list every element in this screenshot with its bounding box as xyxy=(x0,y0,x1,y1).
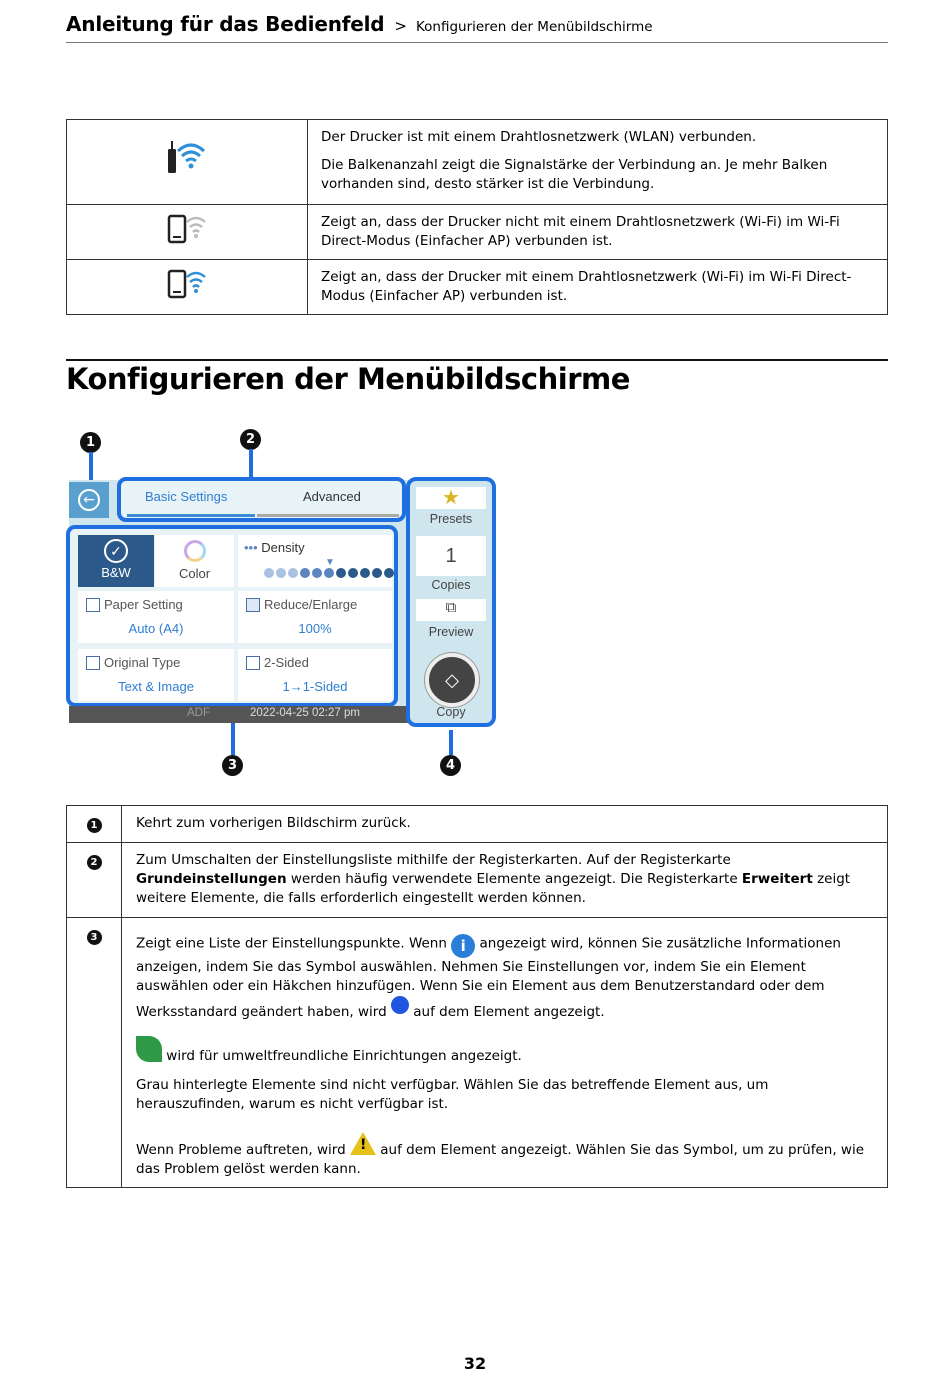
table-row xyxy=(67,205,888,260)
wlan-line-2: Die Balkenanzahl zeigt die Signalstärke der Verbindung an. Je mehr Balken vorhanden sind, desto stärker ist die Verbindung. xyxy=(321,157,828,192)
presets-label: Presets xyxy=(429,512,473,526)
preview-label: Preview xyxy=(428,625,474,639)
back-arrow-icon: ← xyxy=(78,489,100,511)
table-row xyxy=(67,843,888,918)
active-tab-indicator xyxy=(127,514,255,517)
row-number-cell xyxy=(67,843,122,918)
density-step xyxy=(324,568,334,578)
description-cell xyxy=(308,120,888,205)
tab-bar xyxy=(117,477,406,522)
color-label: Color xyxy=(178,566,211,581)
inactive-tab-indicator xyxy=(257,514,399,517)
date-time: 2022-04-25 02:27 pm xyxy=(250,707,360,719)
settings-grid xyxy=(66,525,398,707)
wifi-direct-on-text: Zeigt an, dass der Drucker mit einem Drahtlosnetzwerk (Wi-Fi) im Wi-Fi Direct-Modus (Einfacher AP) verbunden ist. xyxy=(321,269,852,304)
row-3-text-2: wird für umweltfreundliche Einrichtungen angezeigt. xyxy=(162,1048,522,1064)
color-button[interactable] xyxy=(155,535,234,587)
callout-line-1 xyxy=(89,452,93,482)
row-number-cell xyxy=(67,806,122,843)
original-type-label: Original Type xyxy=(104,655,181,670)
row-3-text-1b: angezeigt wird, können Sie zusätzliche Informationen anzeigen, indem Sie das Symbol auswählen. Nehmen Sie Einstellungen vor, indem Sie ein Element auswählen oder ein Häkchen hinzufügen. Wenn Sie ein Element aus dem Benutzerstandard oder dem Werksstandard geändert haben, wird xyxy=(136,935,841,1020)
color-ring-icon xyxy=(184,540,206,562)
callout-2: 2 xyxy=(240,429,261,450)
callout-3: 3 xyxy=(222,755,243,776)
side-panel xyxy=(406,477,496,727)
warning-icon xyxy=(350,1132,376,1156)
density-step xyxy=(360,568,370,578)
info-icon: i xyxy=(451,934,475,958)
table-row xyxy=(67,806,888,843)
callout-line-2 xyxy=(249,449,253,479)
reduce-enlarge-icon xyxy=(246,598,260,612)
star-icon: ★ xyxy=(442,487,460,509)
row-3-para-1 xyxy=(136,934,875,1022)
check-icon: ✓ xyxy=(104,539,128,563)
adf-indicator: ADF xyxy=(187,707,210,719)
back-button[interactable] xyxy=(69,482,109,518)
copy-start-button[interactable] xyxy=(425,653,479,707)
row-description xyxy=(122,843,888,918)
bw-label: B&W xyxy=(101,565,131,580)
density-step xyxy=(264,568,274,578)
row-3-para-2 xyxy=(136,1036,875,1066)
reduce-enlarge-label: Reduce/Enlarge xyxy=(264,597,358,612)
preview-button[interactable] xyxy=(416,599,486,621)
density-marker-icon: ▼ xyxy=(325,557,335,568)
preview-icon: ⧉ xyxy=(445,599,457,616)
wifi-direct-off-text: Zeigt an, dass der Drucker nicht mit einem Drahtlosnetzwerk (Wi-Fi) im Wi-Fi Direct-Modus (Einfacher AP) verbunden ist. xyxy=(321,214,840,249)
density-step xyxy=(288,568,298,578)
density-step xyxy=(336,568,346,578)
icon-cell xyxy=(67,120,308,205)
network-icon-table xyxy=(66,119,888,315)
presets-button[interactable] xyxy=(416,487,486,509)
density-step xyxy=(300,568,310,578)
page-header xyxy=(66,12,888,43)
density-label xyxy=(244,540,305,555)
callout-line-4 xyxy=(449,730,453,755)
row-2-text-a: Zum Umschalten der Einstellungsliste mithilfe der Registerkarten. Auf der Registerkarte xyxy=(136,852,731,868)
row-3-text-4a: Wenn Probleme auftreten, wird xyxy=(136,1142,350,1158)
reduce-enlarge-setting[interactable] xyxy=(238,591,392,643)
row-3-para-4 xyxy=(136,1132,875,1179)
wlan-line-1: Der Drucker ist mit einem Drahtlosnetzwerk (WLAN) verbunden. xyxy=(321,129,757,145)
table-row xyxy=(67,260,888,315)
two-sided-value: 1→1-Sided xyxy=(282,679,348,694)
row-number-1: 1 xyxy=(87,818,102,833)
description-cell xyxy=(308,260,888,315)
row-description xyxy=(122,806,888,843)
density-step xyxy=(372,568,382,578)
original-type-value: Text & Image xyxy=(118,679,194,694)
callout-1: 1 xyxy=(80,432,101,453)
tab-advanced[interactable]: Advanced xyxy=(303,489,361,504)
paper-icon xyxy=(86,598,100,612)
copy-label: Copy xyxy=(436,705,466,719)
two-sided-icon xyxy=(246,656,260,670)
breadcrumb-current: Konfigurieren der Menübildschirme xyxy=(415,19,653,35)
table-row xyxy=(67,918,888,1188)
paper-setting-value: Auto (A4) xyxy=(128,621,184,636)
manual-title: Anleitung für das Bedienfeld xyxy=(66,12,385,36)
paper-setting-label: Paper Setting xyxy=(104,597,183,612)
wifi-direct-connected-icon xyxy=(165,267,209,301)
icon-cell xyxy=(67,205,308,260)
callout-description-table xyxy=(66,805,888,1188)
copies-input[interactable]: 1 xyxy=(416,536,486,576)
density-step xyxy=(312,568,322,578)
section-title: Konfigurieren der Menübildschirme xyxy=(66,362,630,396)
status-bar xyxy=(69,706,409,723)
changed-setting-dot-icon xyxy=(391,996,409,1014)
original-type-icon xyxy=(86,656,100,670)
breadcrumb-separator: > xyxy=(394,17,407,35)
row-description xyxy=(122,918,888,1188)
density-scale xyxy=(264,568,394,578)
row-3-text-4b: auf dem Element angezeigt. Wählen Sie das Symbol, um zu prüfen, wie das Problem gelöst werden kann. xyxy=(136,1142,864,1177)
density-setting[interactable] xyxy=(238,535,392,587)
row-3-para-3: Grau hinterlegte Elemente sind nicht verfügbar. Wählen Sie das betreffende Element aus, um herauszufinden, warum es nicht verfügbar ist. xyxy=(136,1077,769,1112)
reduce-enlarge-value: 100% xyxy=(298,621,332,636)
density-step xyxy=(276,568,286,578)
row-3-text-1c: auf dem Element angezeigt. xyxy=(408,1004,605,1020)
two-sided-setting[interactable] xyxy=(238,649,392,701)
row-number-cell xyxy=(67,918,122,1188)
tab-basic-settings[interactable]: Basic Settings xyxy=(145,489,228,504)
paper-setting[interactable] xyxy=(78,591,234,643)
wlan-signal-icon xyxy=(164,139,210,179)
description-cell xyxy=(308,205,888,260)
section-rule xyxy=(66,359,888,361)
bw-button[interactable] xyxy=(78,535,154,587)
row-2-text-c: werden häufig verwendete Elemente angezeigt. Die Registerkarte xyxy=(286,871,742,887)
row-2-text-e: zeigt weitere Elemente, die falls erforderlich eingestellt werden können. xyxy=(136,871,851,906)
icon-cell xyxy=(67,260,308,315)
start-diamond-icon: ◇ xyxy=(445,670,459,690)
eco-leaf-icon xyxy=(136,1036,162,1062)
density-step xyxy=(384,568,394,578)
callout-4: 4 xyxy=(440,755,461,776)
density-dots-icon: ••• xyxy=(244,540,258,555)
copy-screen xyxy=(69,480,499,724)
original-type-setting[interactable] xyxy=(78,649,234,701)
row-number-2: 2 xyxy=(87,855,102,870)
table-row xyxy=(67,120,888,205)
row-2-bold-advanced: Erweitert xyxy=(741,871,813,887)
two-sided-label: 2-Sided xyxy=(264,655,309,670)
page-number: 32 xyxy=(463,1354,487,1373)
row-1-text: Kehrt zum vorherigen Bildschirm zurück. xyxy=(136,815,411,831)
density-text: Density xyxy=(261,540,305,555)
row-2-bold-basic: Grundeinstellungen xyxy=(136,871,287,887)
row-number-3: 3 xyxy=(87,930,102,945)
wifi-direct-disconnected-icon xyxy=(165,212,209,246)
density-step xyxy=(348,568,358,578)
copies-label: Copies xyxy=(431,578,471,592)
row-3-text-1a: Zeigt eine Liste der Einstellungspunkte. Wenn xyxy=(136,935,452,952)
